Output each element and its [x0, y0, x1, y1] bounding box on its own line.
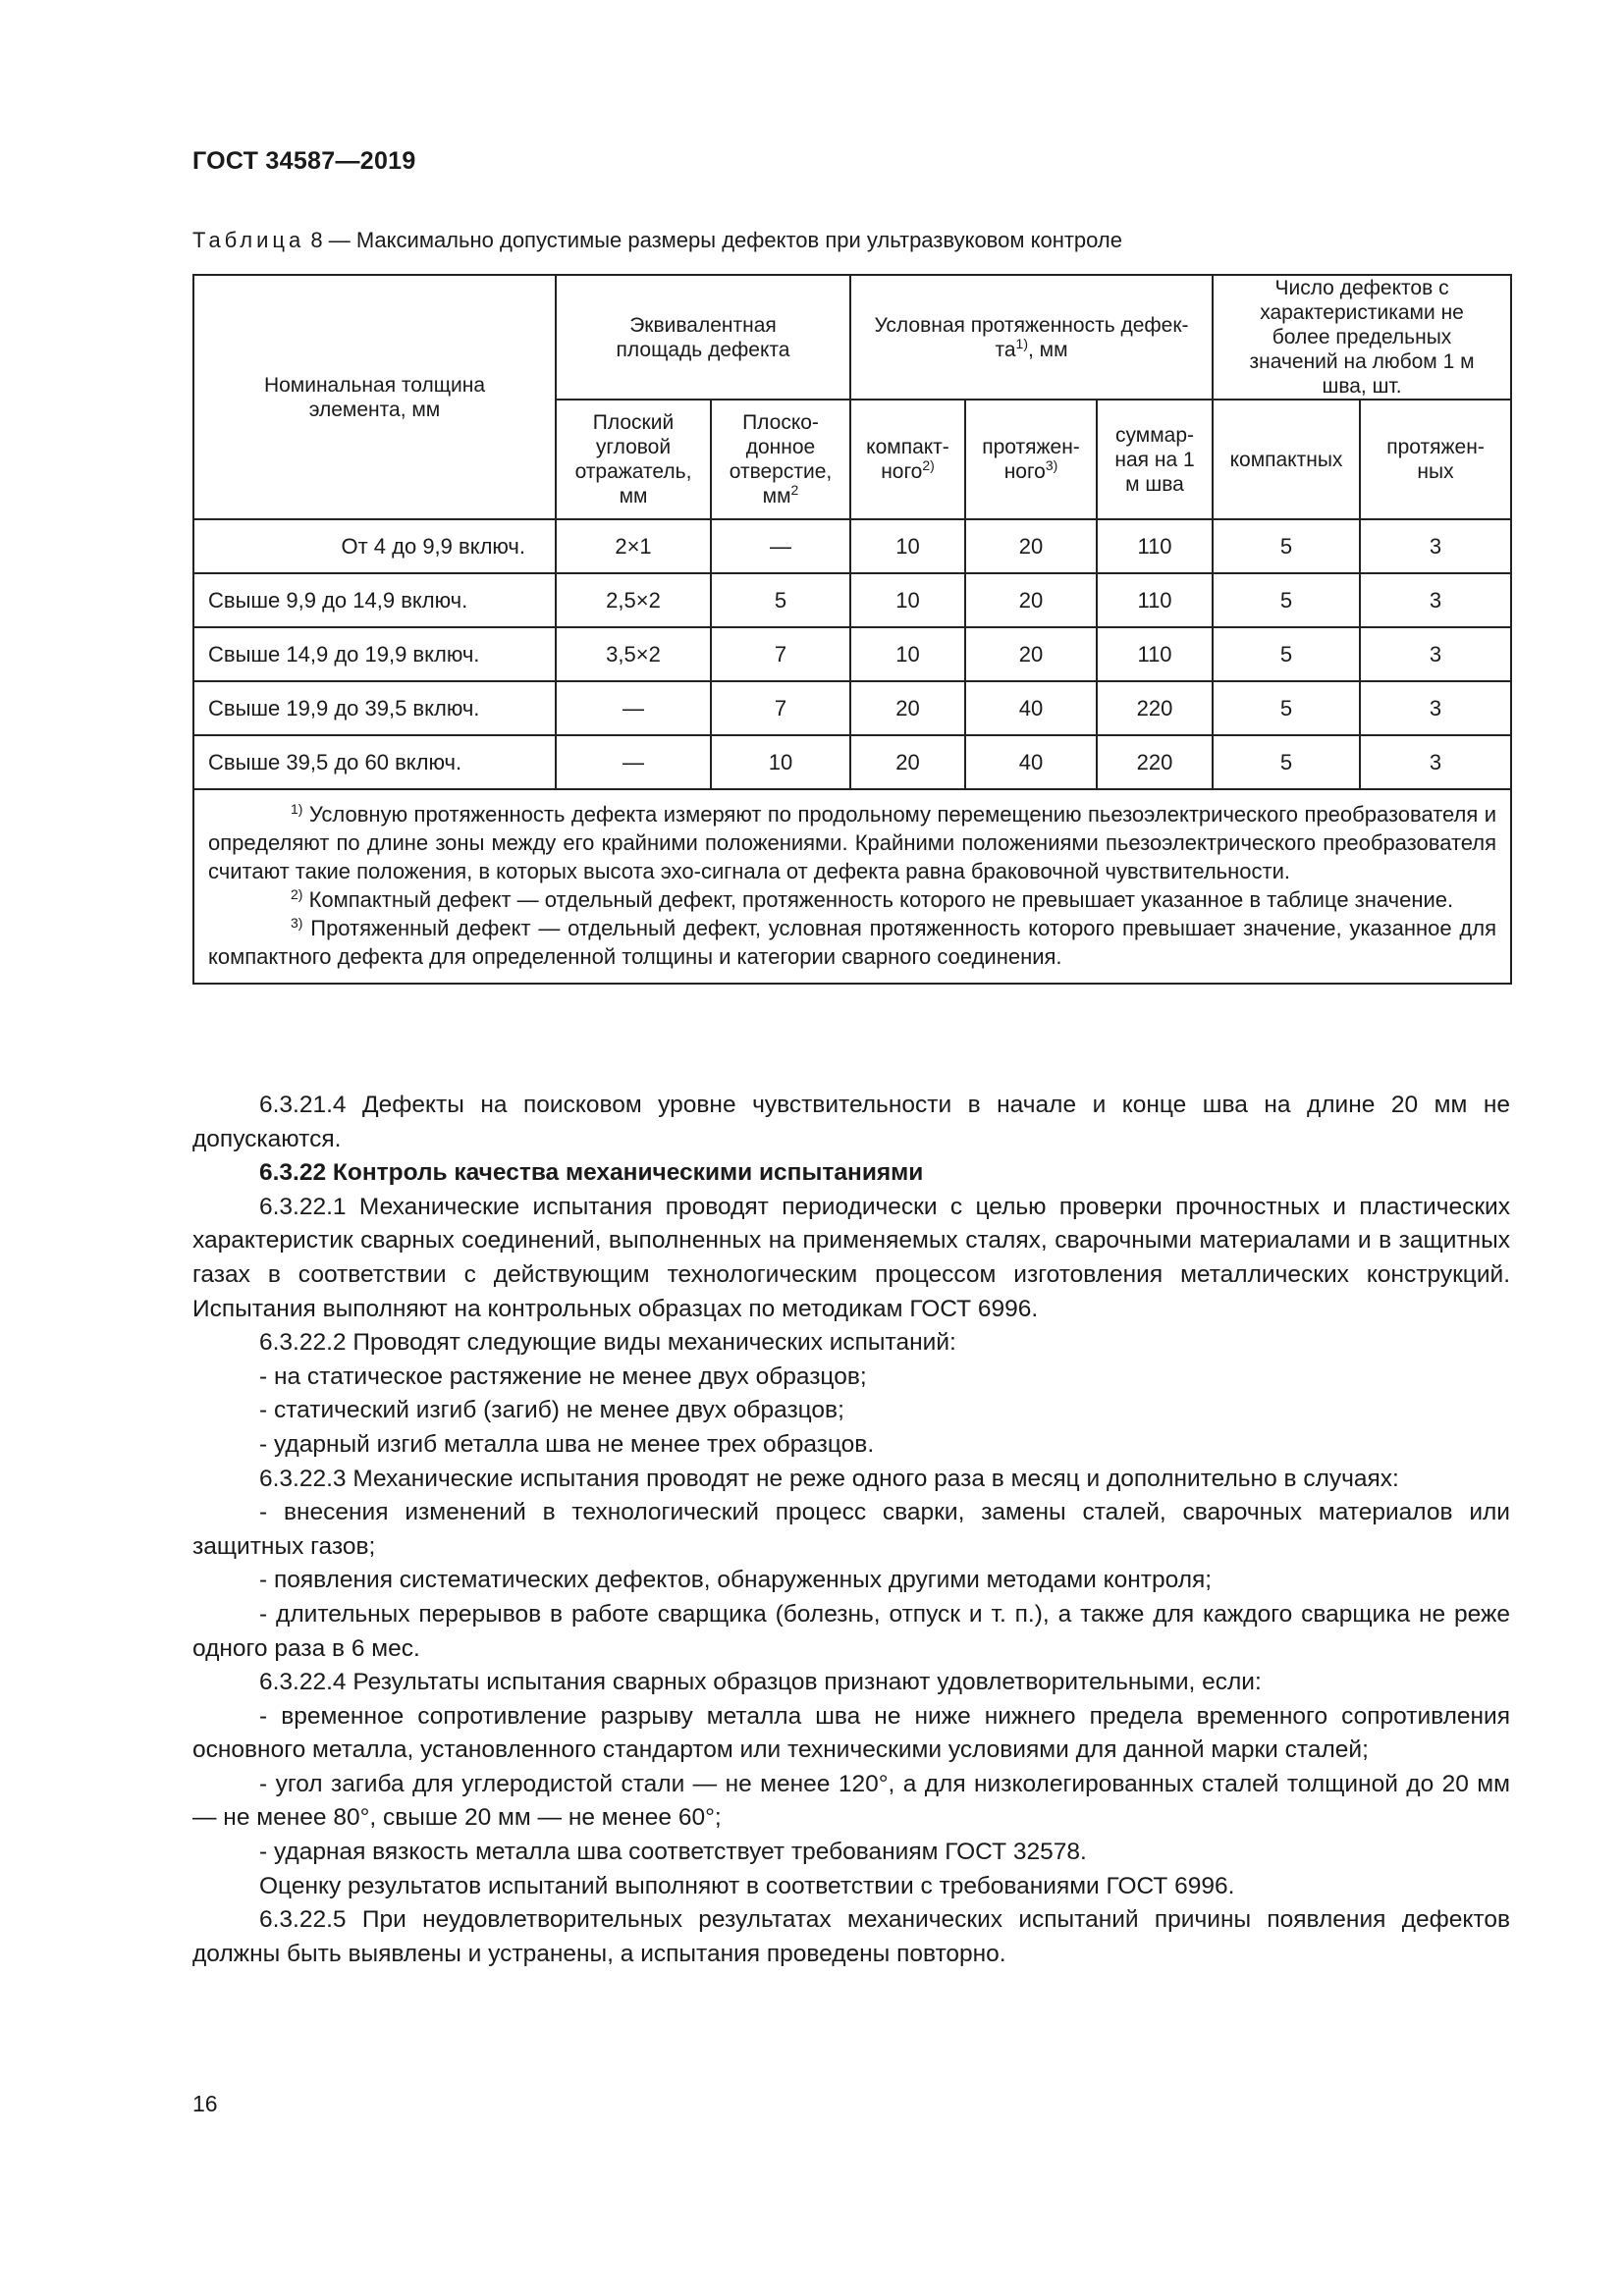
row-label: От 4 до 9,9 включ. [193, 519, 556, 573]
cell-count-extended: 3 [1360, 681, 1511, 735]
paragraph: 6.3.22.3 Механические испытания проводят не реже одного раза в месяц и дополнительно в случаях: [259, 1465, 1399, 1492]
list-item: - угол загиба для углеродистой стали — не менее 120°, а для низколегированных сталей толщиной до 20 мм — не менее 80°, свыше 20 мм — не менее 60°; [192, 1770, 1510, 1832]
header-conditional-length: Условная протяженность дефек- $та^{1)}$, мм [850, 275, 1213, 400]
cell-flat-corner: — [556, 681, 711, 735]
document-code: ГОСТ 34587—2019 [192, 147, 416, 175]
list-item: - на статическое растяжение не менее двух образцов; [259, 1362, 867, 1390]
table-note: $^{1)}$ Условную протяженность дефекта измеряют по продольному перемещению пьезоэлектрического преобразователя и определяют по длине зоны между его крайними положениями. Крайними положениями пьезоэлектрического преобразователя считают такие положения, в которых высота эхо-сигнала от дефекта равна браковочной чувствительности. [208, 801, 1497, 883]
cell-flat-bottom: 5 [711, 573, 850, 627]
cell-flat-corner: 2×1 [556, 519, 711, 573]
header-flat-bottom-hole: Плоско-донное отверстие, $мм^2$ [711, 400, 850, 519]
table-row [193, 519, 1511, 573]
cell-total: 220 [1097, 735, 1213, 789]
cell-compact: 10 [850, 573, 965, 627]
cell-total: 110 [1097, 519, 1213, 573]
cell-count-compact: 5 [1213, 735, 1360, 789]
paragraph: 6.3.22.2 Проводят следующие виды механических испытаний: [259, 1329, 956, 1357]
cell-extended: 40 [965, 681, 1097, 735]
paragraph: 6.3.22.5 При неудовлетворительных результатах механических испытаний причины появления дефектов должны быть выявлены и устранены, а испытания проведены повторно. [192, 1906, 1510, 1967]
cell-total: 110 [1097, 573, 1213, 627]
cell-compact: 20 [850, 735, 965, 789]
list-item: - ударный изгиб металла шва не менее трех образцов. [259, 1430, 875, 1458]
list-item: - временное сопротивление разрыву металла шва не ниже нижнего предела временного сопротивления основного металла, установленного стандартом или техническими условиями для данной марки сталей; [192, 1702, 1510, 1764]
body-text [192, 1089, 1510, 1971]
table-row [193, 573, 1511, 627]
header-compact: компакт-ного$^{2)}$ [850, 400, 965, 519]
list-item: - ударная вязкость металла шва соответствует требованиям ГОСТ 32578. [259, 1839, 1087, 1866]
table-caption-prefix: Таблица [192, 228, 305, 252]
table-row [193, 735, 1511, 789]
paragraph: 6.3.22.4 Результаты испытания сварных образцов признают удовлетворительными, если: [259, 1669, 1262, 1696]
cell-extended: 20 [965, 627, 1097, 681]
header-count-compact: компактных [1213, 400, 1360, 519]
cell-flat-bottom: 7 [711, 681, 850, 735]
cell-compact: 10 [850, 627, 965, 681]
row-label: Свыше 19,9 до 39,5 включ. [193, 681, 556, 735]
table-notes [193, 789, 1511, 984]
section-heading: 6.3.22 Контроль качества механическими испытаниями [259, 1159, 924, 1187]
cell-count-extended: 3 [1360, 735, 1511, 789]
table-note: $^{2)}$ Компактный дефект — отдельный дефект, протяженность которого не превышает указанное в таблице значение. [291, 886, 1454, 912]
cell-extended: 20 [965, 519, 1097, 573]
cell-flat-bottom: — [711, 519, 850, 573]
paragraph: 6.3.22.1 Механические испытания проводят периодически с целью проверки прочностных и пластических характеристик сварных соединений, выполненных на применяемых сталях, сварочными материалами и в защитных газах в соответствии с действующим технологическим процессом изготовления металлических конструкций. Испытания выполняют на контрольных образцах по методикам ГОСТ 6996. [192, 1193, 1510, 1322]
table-caption-text: 8 — Максимально допустимые размеры дефектов при ультразвуковом контроле [310, 228, 1122, 252]
cell-extended: 40 [965, 735, 1097, 789]
paragraph: Оценку результатов испытаний выполняют в соответствии с требованиями ГОСТ 6996. [259, 1872, 1235, 1899]
table-caption [192, 228, 1122, 253]
header-thickness: Номинальная толщина элемента, мм [193, 275, 556, 519]
cell-extended: 20 [965, 573, 1097, 627]
header-extended: протяжен-ного$^{3)}$ [965, 400, 1097, 519]
table-row [193, 627, 1511, 681]
list-item: - внесения изменений в технологический процесс сварки, замены сталей, сварочных материалов или защитных газов; [192, 1499, 1510, 1560]
cell-total: 220 [1097, 681, 1213, 735]
cell-count-extended: 3 [1360, 627, 1511, 681]
cell-count-extended: 3 [1360, 573, 1511, 627]
row-label: Свыше 9,9 до 14,9 включ. [193, 573, 556, 627]
cell-flat-corner: 3,5×2 [556, 627, 711, 681]
cell-compact: 10 [850, 519, 965, 573]
cell-flat-corner: 2,5×2 [556, 573, 711, 627]
list-item: - появления систематических дефектов, обнаруженных другими методами контроля; [259, 1567, 1213, 1594]
cell-count-extended: 3 [1360, 519, 1511, 573]
defects-table [192, 274, 1512, 985]
cell-count-compact: 5 [1213, 519, 1360, 573]
header-defect-count: Число дефектов с характеристиками не более предельных значений на любом 1 м шва, шт. [1213, 275, 1511, 400]
list-item: - длительных перерывов в работе сварщика (болезнь, отпуск и т. п.), а также для каждого сварщика не реже одного раза в 6 мес. [192, 1600, 1510, 1662]
header-equiv-area: Эквивалентная площадь дефекта [556, 275, 850, 400]
cell-count-compact: 5 [1213, 627, 1360, 681]
row-label: Свыше 39,5 до 60 включ. [193, 735, 556, 789]
table-row [193, 681, 1511, 735]
cell-count-compact: 5 [1213, 681, 1360, 735]
cell-flat-bottom: 7 [711, 627, 850, 681]
cell-count-compact: 5 [1213, 573, 1360, 627]
cell-compact: 20 [850, 681, 965, 735]
list-item: - статический изгиб (загиб) не менее двух образцов; [259, 1397, 844, 1424]
table-note: $^{3)}$ Протяженный дефект — отдельный дефект, условная протяженность которого превышает значение, указанное для компактного дефекта для определенной толщины и категории сварного соединения. [208, 915, 1497, 969]
page-number: 16 [192, 2091, 218, 2116]
cell-flat-bottom: 10 [711, 735, 850, 789]
header-flat-corner-reflector: Плоский угловой отражатель, мм [556, 400, 711, 519]
header-count-extended: протяжен-ных [1360, 400, 1511, 519]
cell-flat-corner: — [556, 735, 711, 789]
row-label: Свыше 14,9 до 19,9 включ. [193, 627, 556, 681]
header-total-per-meter: суммар-ная на 1 м шва [1097, 400, 1213, 519]
cell-total: 110 [1097, 627, 1213, 681]
paragraph: 6.3.21.4 Дефекты на поисковом уровне чувствительности в начале и конце шва на длине 20 мм не допускаются. [192, 1092, 1510, 1152]
